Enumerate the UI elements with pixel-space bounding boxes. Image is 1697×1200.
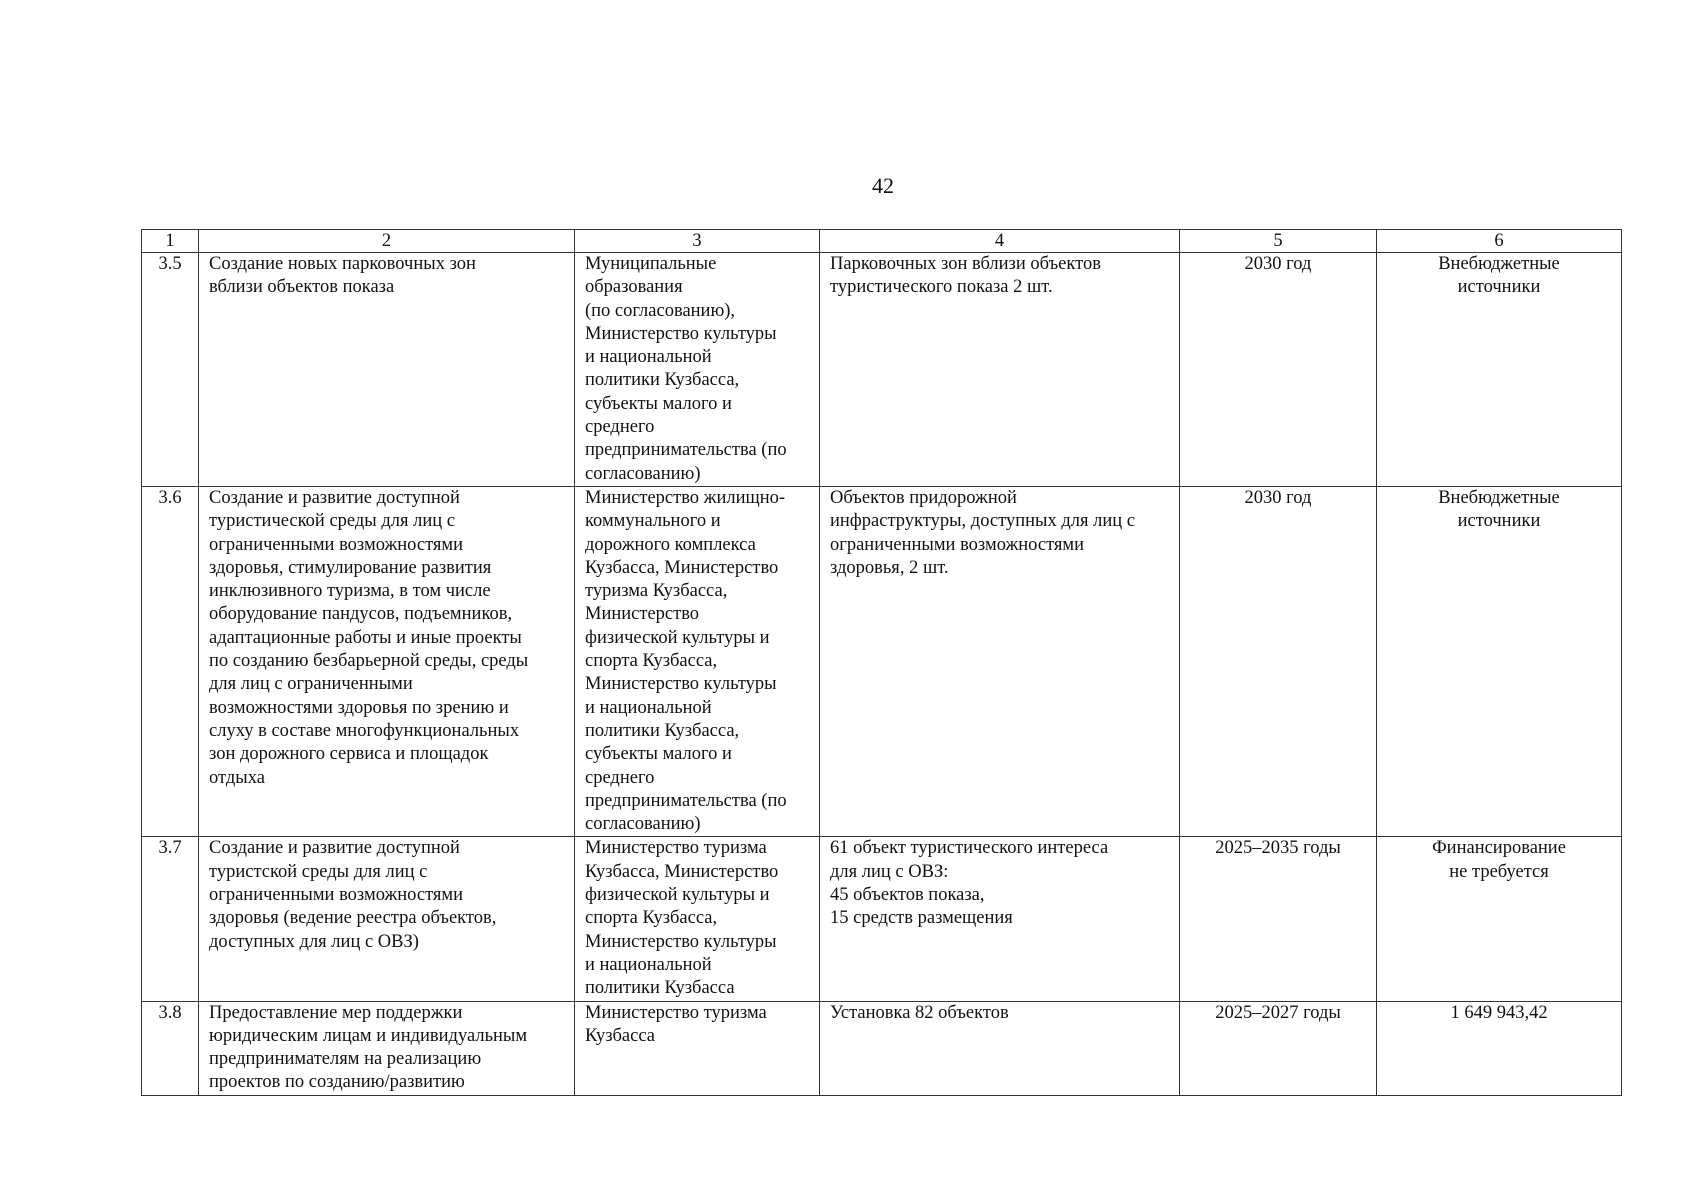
indicator-cell: Парковочных зон вблизи объектов туристического показа 2 шт. (820, 253, 1180, 487)
indicator-cell: Объектов придорожной инфраструктуры, доступных для лиц с ограниченными возможностями здоровья, 2 шт. (820, 486, 1180, 836)
measure-cell: Создание новых парковочных зон вблизи объектов показа (199, 253, 575, 487)
funding-cell: 1 649 943,42 (1377, 1001, 1622, 1095)
responsible-cell: Министерство жилищно- коммунального и дорожного комплекса Кузбасса, Министерство туризма Кузбасса, Министерство физической культуры и спорта Кузбасса, Министерство культуры и национальной политики Кузбасса, субъекты малого и среднего предпринимательства (по согласованию) (575, 486, 820, 836)
table-row (142, 486, 1622, 836)
column-header: 2 (199, 230, 575, 253)
column-header: 6 (1377, 230, 1622, 253)
funding-cell: Внебюджетные источники (1377, 486, 1622, 836)
measure-cell: Создание и развитие доступной туристской среды для лиц с ограниченными возможностями здоровья (ведение реестра объектов, доступных для лиц с ОВЗ) (199, 837, 575, 1001)
period-cell: 2030 год (1180, 253, 1377, 487)
measures-table (141, 229, 1622, 1096)
measure-cell: Предоставление мер поддержки юридическим лицам и индивидуальным предпринимателям на реализацию проектов по созданию/развитию (199, 1001, 575, 1095)
indicator-cell: Установка 82 объектов (820, 1001, 1180, 1095)
page-number: 42 (872, 173, 894, 198)
row-number: 3.7 (142, 837, 199, 1001)
responsible-cell: Муниципальные образования (по согласованию), Министерство культуры и национальной политики Кузбасса, субъекты малого и среднего предпринимательства (по согласованию) (575, 253, 820, 487)
column-header: 1 (142, 230, 199, 253)
responsible-cell: Министерство туризма Кузбасса (575, 1001, 820, 1095)
responsible-cell: Министерство туризма Кузбасса, Министерство физической культуры и спорта Кузбасса, Министерство культуры и национальной политики Кузбасса (575, 837, 820, 1001)
table-row (142, 253, 1622, 487)
measure-cell: Создание и развитие доступной туристической среды для лиц с ограниченными возможностями здоровья, стимулирование развития инклюзивного туризма, в том числе оборудование пандусов, подъемников, адаптационные работы и иные проекты по созданию безбарьерной среды, среды для лиц с ограниченными возможностями здоровья по зрению и слуху в составе многофункциональных зон дорожного сервиса и площадок отдыха (199, 486, 575, 836)
funding-cell: Финансирование не требуется (1377, 837, 1622, 1001)
period-cell: 2025–2027 годы (1180, 1001, 1377, 1095)
row-number: 3.5 (142, 253, 199, 487)
table-row (142, 1001, 1622, 1095)
table-header-row (142, 230, 1622, 253)
period-cell: 2030 год (1180, 486, 1377, 836)
column-header: 3 (575, 230, 820, 253)
table-row (142, 837, 1622, 1001)
funding-cell: Внебюджетные источники (1377, 253, 1622, 487)
period-cell: 2025–2035 годы (1180, 837, 1377, 1001)
indicator-cell: 61 объект туристического интереса для лиц с ОВЗ: 45 объектов показа, 15 средств размещения (820, 837, 1180, 1001)
row-number: 3.6 (142, 486, 199, 836)
column-header: 5 (1180, 230, 1377, 253)
column-header: 4 (820, 230, 1180, 253)
row-number: 3.8 (142, 1001, 199, 1095)
